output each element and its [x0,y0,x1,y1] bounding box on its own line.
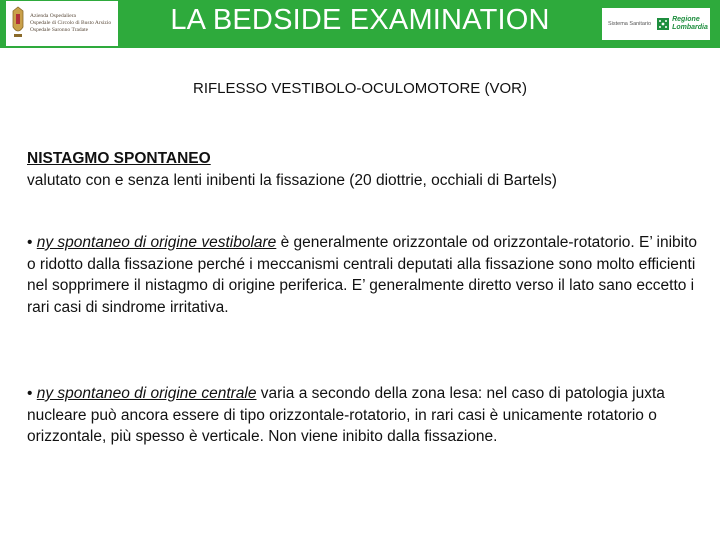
section-title: NISTAGMO SPONTANEO [27,150,211,167]
regione-lombardia-logo [602,8,710,40]
bullet-paragraph [27,232,699,318]
hospital-logo-line: Ospedale di Circolo di Busto Arsizio [30,20,112,26]
bullet-marker: • [27,234,33,251]
regione-logo-name: Lombardia [672,24,708,31]
paragraph-text: varia a secondo della zona lesa: nel caso di patologia juxta nucleare può ancora essere di tipo orizzontale-rotatorio, in rari casi è unicamente rotatorio o orizzontale, più spesso è verticale. Non viene inibito dalla fissazione. [27,385,665,445]
regione-logo-name: Regione [672,16,700,23]
slide-subtitle: RIFLESSO VESTIBOLO-OCULOMOTORE (VOR) [193,80,527,97]
hospital-logo-line: Ospedale Saronno Tradate [30,27,89,33]
hospital-logo [6,1,118,46]
page-title: LA BEDSIDE EXAMINATION [170,4,550,36]
paragraph-text: è generalmente orizzontale od orizzontale-rotatorio. E’ inibito o ridotto dalla fissazione perché i meccanismi centrali deputati alla fissazione sono molto efficienti nel sopprimere il nistagmo di origine periferica. E’ generalmente diretto verso il lato sano eccetto i rari casi di sindrome irritativa. [27,234,698,316]
bullet-paragraph [27,383,699,448]
paragraph-term: ny spontaneo di origine vestibolare [36,234,277,251]
section-description: valutato con e senza lenti inibenti la fissazione (20 diottrie, occhiali di Bartels) [27,171,557,189]
regione-logo-label: Sistema Sanitario [608,21,652,27]
rosa-camuna-icon [657,18,669,30]
hospital-logo-line: Azienda Ospedaliera [30,13,76,19]
coat-of-arms-icon [10,5,26,43]
section-heading [27,148,699,191]
paragraph-term: ny spontaneo di origine centrale [36,385,257,402]
bullet-marker: • [27,385,33,402]
header-bar [0,0,720,48]
